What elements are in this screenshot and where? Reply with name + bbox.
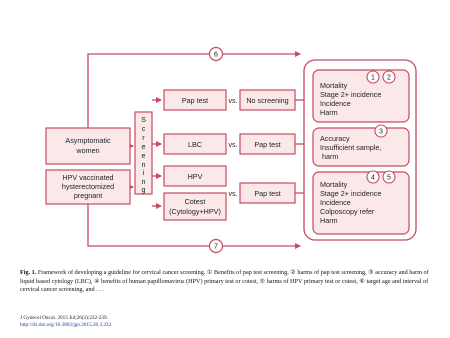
circle-6-label: 6: [214, 51, 218, 59]
circle-4-label: 4: [371, 174, 375, 182]
screening-letter: n: [141, 160, 146, 169]
screening-letter: g: [141, 185, 146, 194]
pap-test-label: Pap test: [181, 96, 209, 105]
outcome-3-line: Stage 2+ incidence: [320, 189, 382, 198]
hpv-group-line-2: hysterectomized: [61, 182, 115, 191]
outcome-1-line: Harm: [320, 108, 338, 117]
hpv-group-line-3: pregnant: [73, 191, 103, 200]
outcome-3-line: Colposcopy refer: [320, 207, 375, 216]
circle-5-label: 5: [387, 174, 391, 182]
pap-test-comparator-label: Pap test: [254, 140, 281, 149]
outcome-2-line: Insufficient sample,: [320, 143, 382, 152]
circle-4-badge: [367, 171, 379, 183]
figure-caption: [20, 269, 438, 295]
outcome-2-line: harm: [320, 152, 339, 161]
doi-link[interactable]: http://dx.doi.org/10.3802/jgo.2015.26.3.232: [20, 321, 112, 328]
screening-letter: e: [141, 142, 146, 151]
caption-text: Framework of developing a guideline for cervical cancer screening. ① Benefits of pap test screening, ② harms of pap test screening, ③ accuracy and harm of liquid based cytology (LBC), ④ benefits of human papillomavirus (HPV) primary test or cotest, ⑤ harms of HPV primary test or cotest, ⑥ target age and interval of cervical cancer screening, and . . .: [20, 269, 429, 294]
screening-letter: r: [142, 133, 145, 142]
cotest-line-2: (Cytology+HPV): [169, 207, 221, 216]
circle-3-badge: [375, 125, 387, 137]
circle-3-label: 3: [379, 128, 383, 136]
circle-7-badge: [210, 240, 223, 253]
screening-letter: e: [141, 151, 146, 160]
asymptomatic-line-1: Asymptomatic: [65, 136, 111, 145]
vs-label: vs.: [228, 98, 238, 105]
outcome-3-line: Harm: [320, 216, 338, 225]
figure-label: Fig. 1.: [20, 269, 37, 276]
outcome-1-line: Mortality: [320, 81, 348, 90]
asymptomatic-line-2: women: [76, 146, 100, 155]
circle-1-label: 1: [371, 74, 375, 82]
circle-7-label: 7: [214, 243, 218, 251]
vs-label: vs.: [228, 142, 238, 149]
screening-letter: i: [142, 168, 145, 177]
outcome-3-line: Incidence: [320, 198, 351, 207]
circle-6-badge: [210, 48, 223, 61]
vs-label: vs.: [228, 191, 238, 198]
circle-2-badge: [383, 71, 395, 83]
circle-1-badge: [367, 71, 379, 83]
no-screening-label: No screening: [246, 96, 289, 105]
screening-letter: c: [141, 124, 146, 133]
circle-5-badge: [383, 171, 395, 183]
outcome-1-line: Incidence: [320, 99, 351, 108]
lbc-label: LBC: [188, 140, 202, 149]
pap-test-comparator-label: Pap test: [254, 189, 281, 198]
hpv-group-line-1: HPV vaccinated: [62, 173, 114, 182]
screening-letter: n: [141, 177, 146, 186]
source-citation: [20, 315, 111, 329]
outcome-1-line: Stage 2+ incidence: [320, 90, 382, 99]
outcome-2-line: Accuracy: [320, 134, 350, 143]
outcome-3-line: Mortality: [320, 180, 348, 189]
hpv-label: HPV: [187, 172, 203, 181]
cotest-line-1: Cotest: [184, 197, 206, 206]
circle-2-label: 2: [387, 74, 391, 82]
citation-text: J Gynecol Oncol. 2015 Jul;26(3):232-239.: [20, 315, 108, 321]
screening-letter: S: [141, 115, 146, 124]
